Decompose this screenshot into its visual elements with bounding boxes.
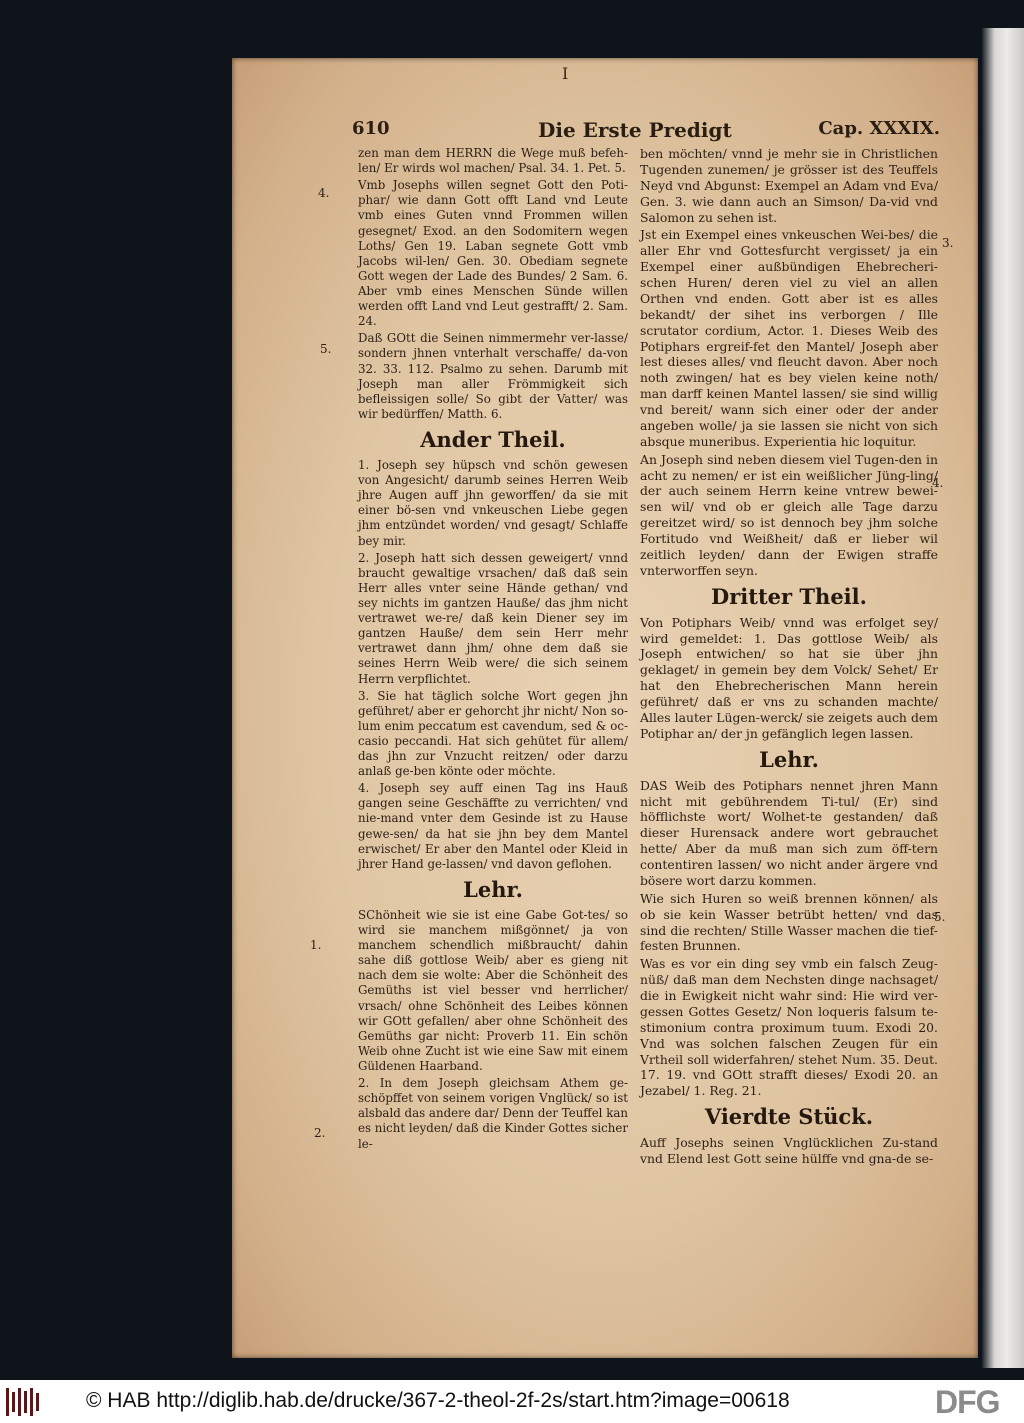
running-title: Die Erste Predigt xyxy=(538,118,732,142)
text-paragraph: 4. Joseph sey auff einen Tag ins Hauß gangen seine Geschäffte zu verrichten/ vnd nie-mand vnter dem Gesinde ist zu Hause gewe-sen/ da hat sie jhn bey dem Mantel erwischet/ Er aber den Mantel oder Kleid in jhrer Hand ge-lassen/ vnd davon geflohen. xyxy=(358,781,628,871)
left-text-column xyxy=(358,146,628,1154)
margin-number: 5. xyxy=(934,910,946,924)
top-mark: I xyxy=(562,64,569,83)
text-paragraph: DAS Weib des Potiphars nennet jhren Mann nicht mit gebührendem Ti-tul/ (Er) sind höfflichste wort/ Wolhet-te gestanden/ daß dieser Hurensack andere wort gebrauchet hette/ Aber da muß man sich zum öff-tern contentiren lassen/ wo nicht ander ärgere vnd bösere wort darzu kommen. xyxy=(640,777,938,888)
page-header xyxy=(352,118,940,144)
source-link[interactable]: © HAB http://diglib.hab.de/drucke/367-2-theol-2f-2s/start.htm?image=00618 xyxy=(86,1389,790,1412)
text-paragraph: Auff Josephs seinen Vnglücklichen Zu-stand vnd Elend lest Gott seine hülffe vnd gna-de se- xyxy=(640,1135,938,1166)
text-paragraph: SChönheit wie sie ist eine Gabe Got-tes/ so wird sie manchem mißgönnet/ ja von manchem schendlich mißbraucht/ dahin sahe diß gottlose Weib/ aber es gieng nit nach dem sie wolte: Aber die Schönheit des Gemüths ist viel besser vnd herrlicher/ vrsach/ ohne Schönheit des Leibes können wir GOtt gefallen/ aber ohne Schönheit des Gemüths gar nicht: Proverb 11. Ein schön Weib ohne Zucht ist wie eine Saw mit einem Güldenen Haarband. xyxy=(358,907,628,1074)
section-heading: Ander Theil. xyxy=(420,426,566,452)
margin-number: 2. xyxy=(314,1126,326,1140)
page-number: 610 xyxy=(352,118,390,139)
text-paragraph: Wie sich Huren so weiß brennen können/ als ob sie kein Wasser betrübt hetten/ vnd das sind die rechten/ Stille Wasser machen die tief-festen Brunnen. xyxy=(640,890,938,954)
margin-number: 4. xyxy=(932,476,944,490)
section-heading: Lehr. xyxy=(759,746,819,772)
margin-number: 3. xyxy=(942,236,954,250)
library-logo-icon xyxy=(6,1388,42,1416)
text-paragraph: Was es vor ein ding sey vmb ein falsch Zeug-nüß/ daß man dem Nechsten dinge nachsaget/ die in Ewigkeit nicht wahr sind: Hie wird ver-gessen Gottes Gesetz/ Non loqueris falsum te-stimonium contra proximum tuum. Exodi 20. Vnd was solchen falschen Zeugen für ein Vrtheil soll widerfahren/ stehet Num. 35. Deut. 17. 19. vnd GOtt strafft dieses/ Exodi 20. an Jezabel/ 1. Reg. 21. xyxy=(640,956,938,1099)
text-paragraph: 3. Sie hat täglich solche Wort gegen jhn geführet/ aber er gehorcht jhr nicht/ Non so-lum enim peccatum est cavendum, sed & oc-casio peccandi. Hat sich gehütet für allem/ das jhn zur Vnzucht reitzen/ oder darzu anlaß ge-ben könte oder möchte. xyxy=(358,688,628,779)
section-heading: Lehr. xyxy=(463,876,523,902)
chapter-label: Cap. XXXIX. xyxy=(818,118,940,139)
margin-number: 4. xyxy=(318,186,330,200)
text-paragraph: 2. Joseph hatt sich dessen geweigert/ vnnd braucht gewaltige vrsachen/ daß daß sein Herr alles vnter seine Hände gethan/ vnd sey nichts im gantzen Hauße/ das jhm nicht vertrawet we-re/ daß kein Diener sey im gantzen Hauße/ dem sein Herr mehr vertrawet dann jhm/ ohne dem daß sie seines Herrn Weib were/ die sich seinem Herrn verpflichtet. xyxy=(358,550,628,686)
book-edge xyxy=(982,28,1024,1368)
footer-bar xyxy=(0,1380,1024,1423)
text-paragraph: Vmb Josephs willen segnet Gott den Poti-phar/ wie dann Gott offt Land vnd Leute vmb eines Guten vnnd Frommen willen gesegnet/ Exod. an den Sodomitern wegen Loths/ Gen 19. Laban segnete Gott vmb Jacobs wil-len/ Gen. 30. Obediam segnete Gott wegen der Lade des Bundes/ 2 Sam. 6. Aber vmb eines Menschen Sünde willen werden offt Land vnd Leut gestrafft/ 2. Sam. 24. xyxy=(358,178,628,329)
text-paragraph: Von Potiphars Weib/ vnnd was erfolget sey/ wird gemeldet: 1. Das gottlose Weib/ als Joseph entwichen/ so hat sie über jhn geklaget/ in gemein bey dem Volck/ Sehet/ Er hat den Ehebrecherischen Mann herein geführet/ daß er vns zu schanden machte/ Alles lauter Lügen-werck/ sie zeigets auch dem Potiphar an/ der jn gefänglich legen lassen. xyxy=(640,614,938,741)
text-paragraph: An Joseph sind neben diesem viel Tugen-den in acht zu nemen/ er ist ein weißlicher Jüng-ling/ der auch seinem Herrn keine vntrew bewei-sen wil/ vnd ob er gleich alle Tage darzu gereitzet wird/ so ist dennoch bey jhm solche Fortitudo vnd Weißheit/ daß er lieber wil zeitlich leyden/ dann der Ewigen straffe vnterworffen seyn. xyxy=(640,451,938,578)
text-paragraph: 2. In dem Joseph gleichsam Athem ge-schöpffet von seinem vorigen Vnglück/ so ist alsbald das andere dar/ Denn der Teuffel kan es nicht leyden/ daß die Kinder Gottes sicher le- xyxy=(358,1076,628,1151)
text-paragraph: ben möchten/ vnnd je mehr sie in Christlichen Tugenden zunemen/ je grösser ist des Teuffels Neyd vnd Abgunst: Exempel an Adam vnd Eva/ Gen. 3. wie dann auch an Simson/ Da-vid vnd Salomon zu sehen ist. xyxy=(640,146,938,225)
text-paragraph: zen man dem HERRN die Wege muß befeh-len/ Er wirds wol machen/ Psal. 34. 1. Pet. 5. xyxy=(358,146,628,176)
text-paragraph: Daß GOtt die Seinen nimmermehr ver-lasse/ sondern jhnen vnterhalt verschaffe/ da-von 32. 33. 112. Psalmo zu sehen. Darumb mit Joseph man aller Frömmigkeit sich befleissigen solle/ So gibt der Vatter/ was wir bedürffen/ Matth. 6. xyxy=(358,331,628,421)
right-text-column xyxy=(640,146,938,1169)
section-heading: Dritter Theil. xyxy=(711,583,867,609)
text-paragraph: 1. Joseph sey hüpsch vnd schön gewesen von Angesicht/ darumb seines Herren Weib jhre Augen auff jhn geworffen/ da sie mit einer bö-sen vnd vnkeuschen Liebe gegen jhm entzündet worden/ vnd gesagt/ Schlaffe bey mir. xyxy=(358,457,628,548)
section-heading: Vierdte Stück. xyxy=(704,1104,874,1130)
dfg-logo: DFG xyxy=(935,1384,1000,1420)
text-paragraph: Jst ein Exempel eines vnkeuschen Wei-bes/ die aller Ehr vnd Gottesfurcht vergisset/ ja ein Exempel einer außbündigen Ehebrecheri-schen Huren/ deren viel zu viel an allen Orthen vnd enden. Gott aber ist es alles bekandt/ der sihet ins verborgen / Ille scrutator cordium, Actor. 1. Dieses Weib des Potiphars ergreif-fet den Mantel/ Joseph aber lest dieses alles/ vnd fleucht davon. Aber noch noth zwingen/ hat es bey vielen keine noth/ man darff keinen Mantel lassen/ sie sind willig vnd bereit/ wann sich einer oder der ander angeben wolle/ ja sie lassen sie nicht von sich absque muneribus. Experientia hic loquitur. xyxy=(640,227,938,449)
margin-number: 1. xyxy=(310,938,322,952)
margin-number: 5. xyxy=(320,342,332,356)
